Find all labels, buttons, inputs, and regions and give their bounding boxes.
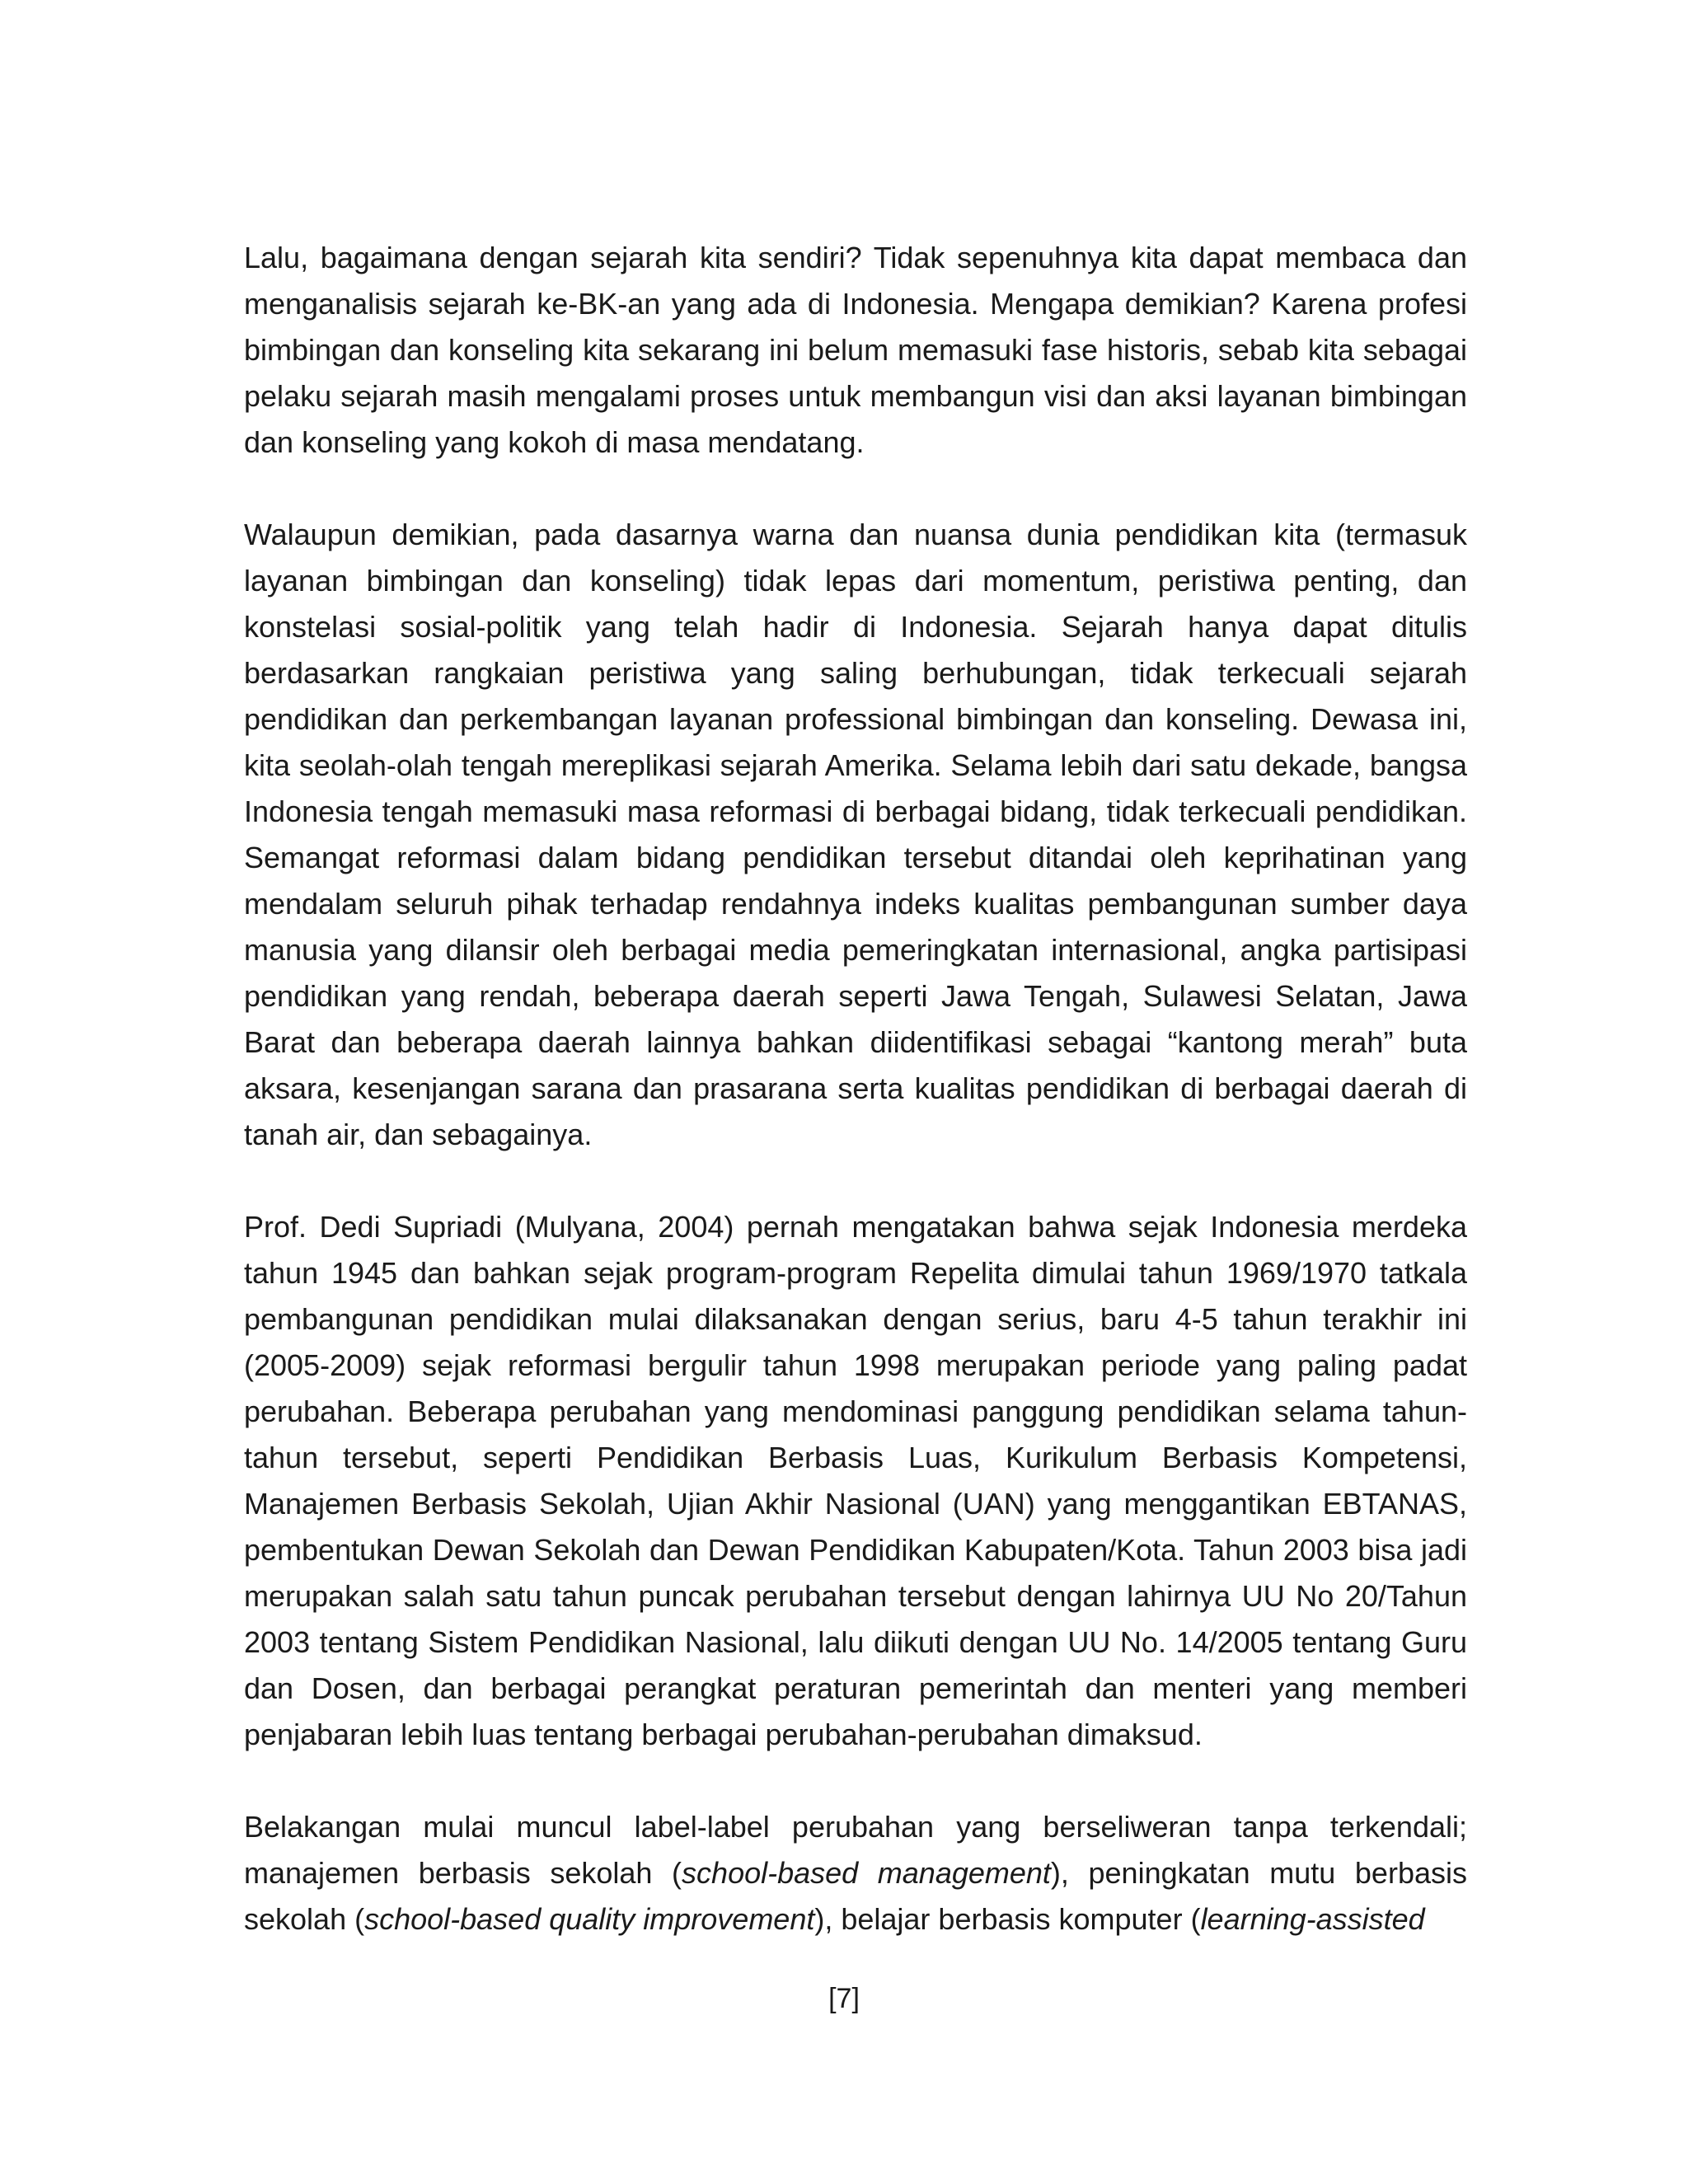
italic-term: school-based quality improvement bbox=[364, 1902, 815, 1936]
italic-term: school-based management bbox=[682, 1856, 1051, 1890]
paragraph-text: Prof. Dedi Supriadi (Mulyana, 2004) pernah mengatakan bahwa sejak Indonesia merdeka tahun 1945 dan bahkan sejak program-program Repelita dimulai tahun 1969/1970 tatkala pembangunan pendidikan mulai dilaksanakan dengan serius, baru 4-5 tahun terakhir ini (2005-2009) sejak reformasi bergulir tahun 1998 merupakan periode yang paling padat perubahan. Beberapa perubahan yang mendominasi panggung pendidikan selama tahun-tahun tersebut, seperti Pendidikan Berbasis Luas, Kurikulum Berbasis Kompetensi, Manajemen Berbasis Sekolah, Ujian Akhir Nasional (UAN) yang menggantikan EBTANAS, pembentukan Dewan Sekolah dan Dewan Pendidikan Kabupaten/Kota. Tahun 2003 bisa jadi merupakan salah satu tahun puncak perubahan tersebut dengan lahirnya UU No 20/Tahun 2003 tentang Sistem Pendidikan Nasional, lalu diikuti dengan UU No. 14/2005 tentang Guru dan Dosen, dan berbagai perangkat peraturan pemerintah dan menteri yang memberi penjabaran lebih luas tentang berbagai perubahan-perubahan dimaksud. bbox=[244, 1210, 1467, 1751]
paragraph-2 bbox=[244, 512, 1467, 1158]
paragraph-text: ), peningkatan mutu berbasis sekolah ( bbox=[244, 1856, 1467, 1936]
paragraph-4 bbox=[244, 1804, 1467, 1943]
paragraph-text: Belakangan mulai muncul label-label perubahan yang berseliweran tanpa terkendali; manajemen berbasis sekolah ( bbox=[244, 1810, 1467, 1890]
paragraph-3 bbox=[244, 1204, 1467, 1758]
italic-term: learning-assisted bbox=[1200, 1902, 1425, 1936]
paragraph-text: Walaupun demikian, pada dasarnya warna dan nuansa dunia pendidikan kita (termasuk layanan bimbingan dan konseling) tidak lepas dari momentum, peristiwa penting, dan konstelasi sosial-politik yang telah hadir di Indonesia. Sejarah hanya dapat ditulis berdasarkan rangkaian peristiwa yang saling berhubungan, tidak terkecuali sejarah pendidikan dan perkembangan layanan professional bimbingan dan konseling. Dewasa ini, kita seolah-olah tengah mereplikasi sejarah Amerika. Selama lebih dari satu dekade, bangsa Indonesia tengah memasuki masa reformasi di berbagai bidang, tidak terkecuali pendidikan. Semangat reformasi dalam bidang pendidikan tersebut ditandai oleh keprihatinan yang mendalam seluruh pihak terhadap rendahnya indeks kualitas pembangunan sumber daya manusia yang dilansir oleh berbagai media pemeringkatan internasional, angka partisipasi pendidikan yang rendah, beberapa daerah seperti Jawa Tengah, Sulawesi Selatan, Jawa Barat dan beberapa daerah lainnya bahkan diidentifikasi sebagai “kantong merah” buta aksara, kesenjangan sarana dan prasarana serta kualitas pendidikan di berbagai daerah di tanah air, dan sebagainya. bbox=[244, 518, 1467, 1151]
paragraph-text: ), belajar berbasis komputer ( bbox=[814, 1902, 1201, 1936]
body-text bbox=[244, 235, 1467, 1989]
paragraph-1 bbox=[244, 235, 1467, 466]
page-number: [7] bbox=[828, 1983, 860, 2014]
paragraph-text: Lalu, bagaimana dengan sejarah kita sendiri? Tidak sepenuhnya kita dapat membaca dan menganalisis sejarah ke-BK-an yang ada di Indonesia. Mengapa demikian? Karena profesi bimbingan dan konseling kita sekarang ini belum memasuki fase historis, sebab kita sebagai pelaku sejarah masih mengalami proses untuk membangun visi dan aksi layanan bimbingan dan konseling yang kokoh di masa mendatang. bbox=[244, 241, 1467, 459]
